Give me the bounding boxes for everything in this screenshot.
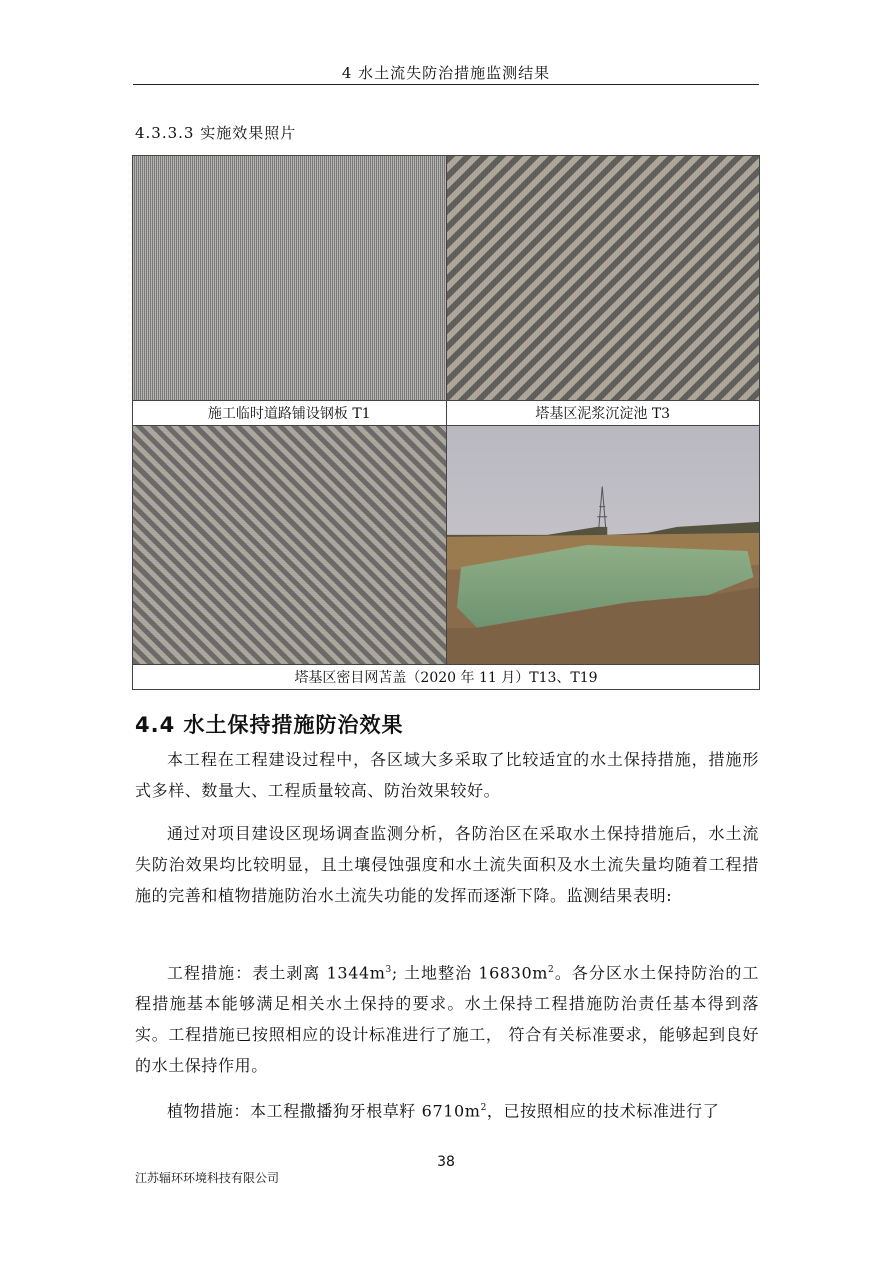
p3-part-c: 。各分区水土保持防治的工程措施基本能够满足相关水土保持的要求。水土保持工程措施防治责任基本得到落实。工程措施已按照相应的设计标准进行了施工， 符合有关标准要求，能够起到良好的水土保持作用。 — [135, 963, 760, 1076]
header-divider — [133, 84, 759, 85]
paragraph-4 — [135, 1093, 759, 1126]
section-heading: 4.4 水土保持措施防治效果 — [135, 713, 404, 737]
photo-cell-t13 — [133, 426, 447, 665]
caption-t3: 塔基区泥浆沉淀池 T3 — [446, 401, 760, 426]
p3-part-a: 工程措施：表土剥离 1344m — [167, 963, 386, 983]
photo-table — [132, 155, 760, 690]
caption-t1: 施工临时道路铺设钢板 T1 — [133, 401, 447, 426]
paragraph-3 — [135, 955, 759, 1081]
photo-cell-t1 — [133, 156, 447, 401]
caption-t13-t19: 塔基区密目网苫盖（2020 年 11 月）T13、T19 — [133, 665, 760, 690]
paragraph-1: 本工程在工程建设过程中，各区域大多采取了比较适宜的水土保持措施，措施形式多样、数量大、工程质量较高、防治效果较好。 — [135, 750, 759, 800]
paragraph-2: 通过对项目建设区现场调查监测分析，各防治区在采取水土保持措施后，水土流失防治效果均比较明显，且土壤侵蚀强度和水土流失面积及水土流失量均随着工程措施的完善和植物措施防治水土流失功能的发挥而逐渐下降。监测结果表明: — [135, 824, 759, 905]
photo-t3 — [447, 156, 760, 400]
photo-t1 — [133, 156, 446, 400]
p3-part-b: ; 土地整治 16830m — [391, 963, 549, 983]
running-header: 4 水土流失防治措施监测结果 — [341, 64, 551, 82]
photo-t19 — [447, 426, 760, 664]
photo-cell-t19 — [446, 426, 760, 665]
p4-sup: 2 — [480, 1103, 487, 1113]
page-number: 38 — [437, 1154, 455, 1170]
p4-part-b: ，已按照相应的技术标准进行了 — [486, 1101, 720, 1121]
p3-sup-1: 3 — [385, 965, 392, 975]
p3-sup-2: 2 — [548, 965, 555, 975]
p4-part-a: 植物措施：本工程撒播狗牙根草籽 6710m — [167, 1101, 481, 1121]
company-name: 江苏辐环环境科技有限公司 — [135, 1171, 280, 1185]
subsection-title: 4.3.3.3 实施效果照片 — [135, 124, 297, 142]
photo-cell-t3 — [446, 156, 760, 401]
photo-t13 — [133, 426, 446, 664]
